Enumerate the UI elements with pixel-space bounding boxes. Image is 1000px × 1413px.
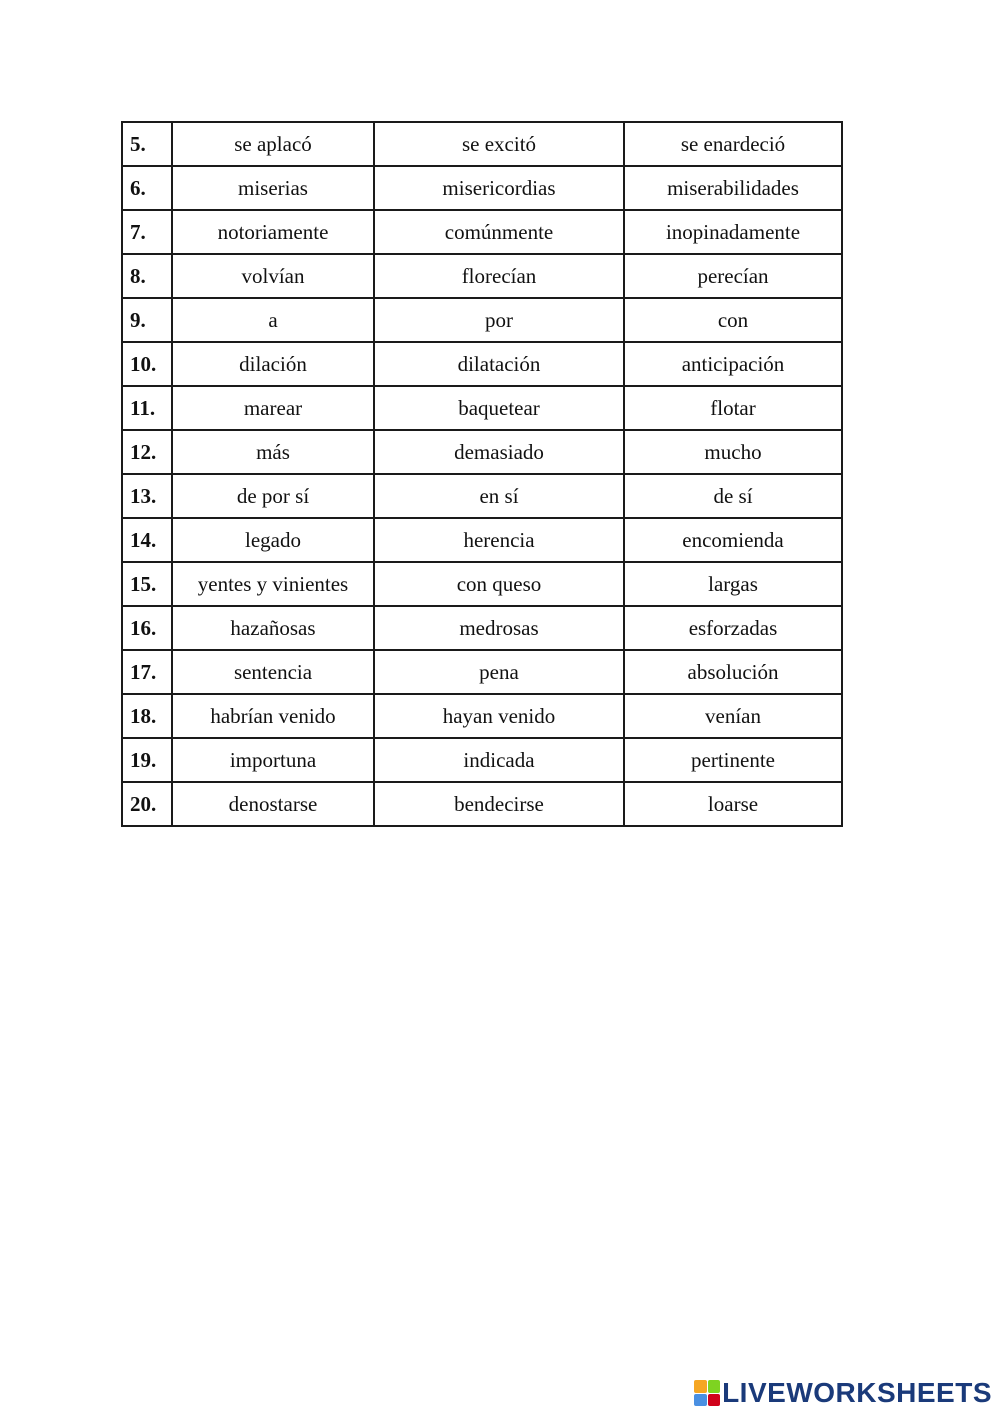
- option-c-cell: flotar: [624, 386, 842, 430]
- item-number: 17.: [122, 650, 172, 694]
- option-b-cell: bendecirse: [374, 782, 624, 826]
- option-b-cell: misericordias: [374, 166, 624, 210]
- table-row: [122, 210, 842, 254]
- option-a-cell: habrían venido: [172, 694, 374, 738]
- item-number: 15.: [122, 562, 172, 606]
- table-row: [122, 562, 842, 606]
- logo-square-4: [708, 1394, 721, 1407]
- option-c-cell: miserabilidades: [624, 166, 842, 210]
- table-row: [122, 738, 842, 782]
- table-row: [122, 606, 842, 650]
- item-number: 8.: [122, 254, 172, 298]
- option-a-cell: marear: [172, 386, 374, 430]
- table-row: [122, 342, 842, 386]
- option-b-cell: dilatación: [374, 342, 624, 386]
- item-number: 20.: [122, 782, 172, 826]
- option-b-cell: demasiado: [374, 430, 624, 474]
- item-number: 10.: [122, 342, 172, 386]
- item-number: 7.: [122, 210, 172, 254]
- option-b-cell: baquetear: [374, 386, 624, 430]
- logo-square-2: [708, 1380, 721, 1393]
- liveworksheets-logo-icon: [694, 1380, 720, 1406]
- option-b-cell: por: [374, 298, 624, 342]
- option-a-cell: a: [172, 298, 374, 342]
- option-b-cell: indicada: [374, 738, 624, 782]
- option-c-cell: perecían: [624, 254, 842, 298]
- logo-square-1: [694, 1380, 707, 1393]
- item-number: 13.: [122, 474, 172, 518]
- option-b-cell: se excitó: [374, 122, 624, 166]
- option-c-cell: pertinente: [624, 738, 842, 782]
- option-c-cell: anticipación: [624, 342, 842, 386]
- item-number: 5.: [122, 122, 172, 166]
- option-c-cell: loarse: [624, 782, 842, 826]
- option-c-cell: de sí: [624, 474, 842, 518]
- item-number: 12.: [122, 430, 172, 474]
- option-b-cell: pena: [374, 650, 624, 694]
- table-row: [122, 254, 842, 298]
- option-c-cell: absolución: [624, 650, 842, 694]
- option-c-cell: mucho: [624, 430, 842, 474]
- liveworksheets-logo: [694, 1377, 992, 1409]
- table-row: [122, 474, 842, 518]
- table-row: [122, 518, 842, 562]
- item-number: 11.: [122, 386, 172, 430]
- option-a-cell: más: [172, 430, 374, 474]
- option-b-cell: hayan venido: [374, 694, 624, 738]
- option-c-cell: esforzadas: [624, 606, 842, 650]
- option-b-cell: con queso: [374, 562, 624, 606]
- option-a-cell: legado: [172, 518, 374, 562]
- item-number: 19.: [122, 738, 172, 782]
- logo-text: LIVEWORKSHEETS: [722, 1377, 992, 1408]
- option-a-cell: denostarse: [172, 782, 374, 826]
- table-row: [122, 650, 842, 694]
- vocabulary-table: [121, 121, 843, 827]
- logo-square-3: [694, 1394, 707, 1407]
- table-row: [122, 386, 842, 430]
- table-row: [122, 122, 842, 166]
- option-a-cell: volvían: [172, 254, 374, 298]
- table-row: [122, 694, 842, 738]
- option-c-cell: encomienda: [624, 518, 842, 562]
- option-c-cell: inopinadamente: [624, 210, 842, 254]
- item-number: 18.: [122, 694, 172, 738]
- option-a-cell: se aplacó: [172, 122, 374, 166]
- item-number: 16.: [122, 606, 172, 650]
- option-b-cell: medrosas: [374, 606, 624, 650]
- item-number: 6.: [122, 166, 172, 210]
- item-number: 14.: [122, 518, 172, 562]
- option-b-cell: comúnmente: [374, 210, 624, 254]
- option-a-cell: sentencia: [172, 650, 374, 694]
- table-row: [122, 430, 842, 474]
- option-a-cell: miserias: [172, 166, 374, 210]
- option-c-cell: venían: [624, 694, 842, 738]
- option-b-cell: florecían: [374, 254, 624, 298]
- table-row: [122, 166, 842, 210]
- option-c-cell: se enardeció: [624, 122, 842, 166]
- option-a-cell: yentes y vinientes: [172, 562, 374, 606]
- option-a-cell: hazañosas: [172, 606, 374, 650]
- option-b-cell: herencia: [374, 518, 624, 562]
- option-c-cell: con: [624, 298, 842, 342]
- table-row: [122, 298, 842, 342]
- option-a-cell: importuna: [172, 738, 374, 782]
- option-a-cell: notoriamente: [172, 210, 374, 254]
- option-a-cell: dilación: [172, 342, 374, 386]
- option-c-cell: largas: [624, 562, 842, 606]
- option-a-cell: de por sí: [172, 474, 374, 518]
- item-number: 9.: [122, 298, 172, 342]
- option-b-cell: en sí: [374, 474, 624, 518]
- table-row: [122, 782, 842, 826]
